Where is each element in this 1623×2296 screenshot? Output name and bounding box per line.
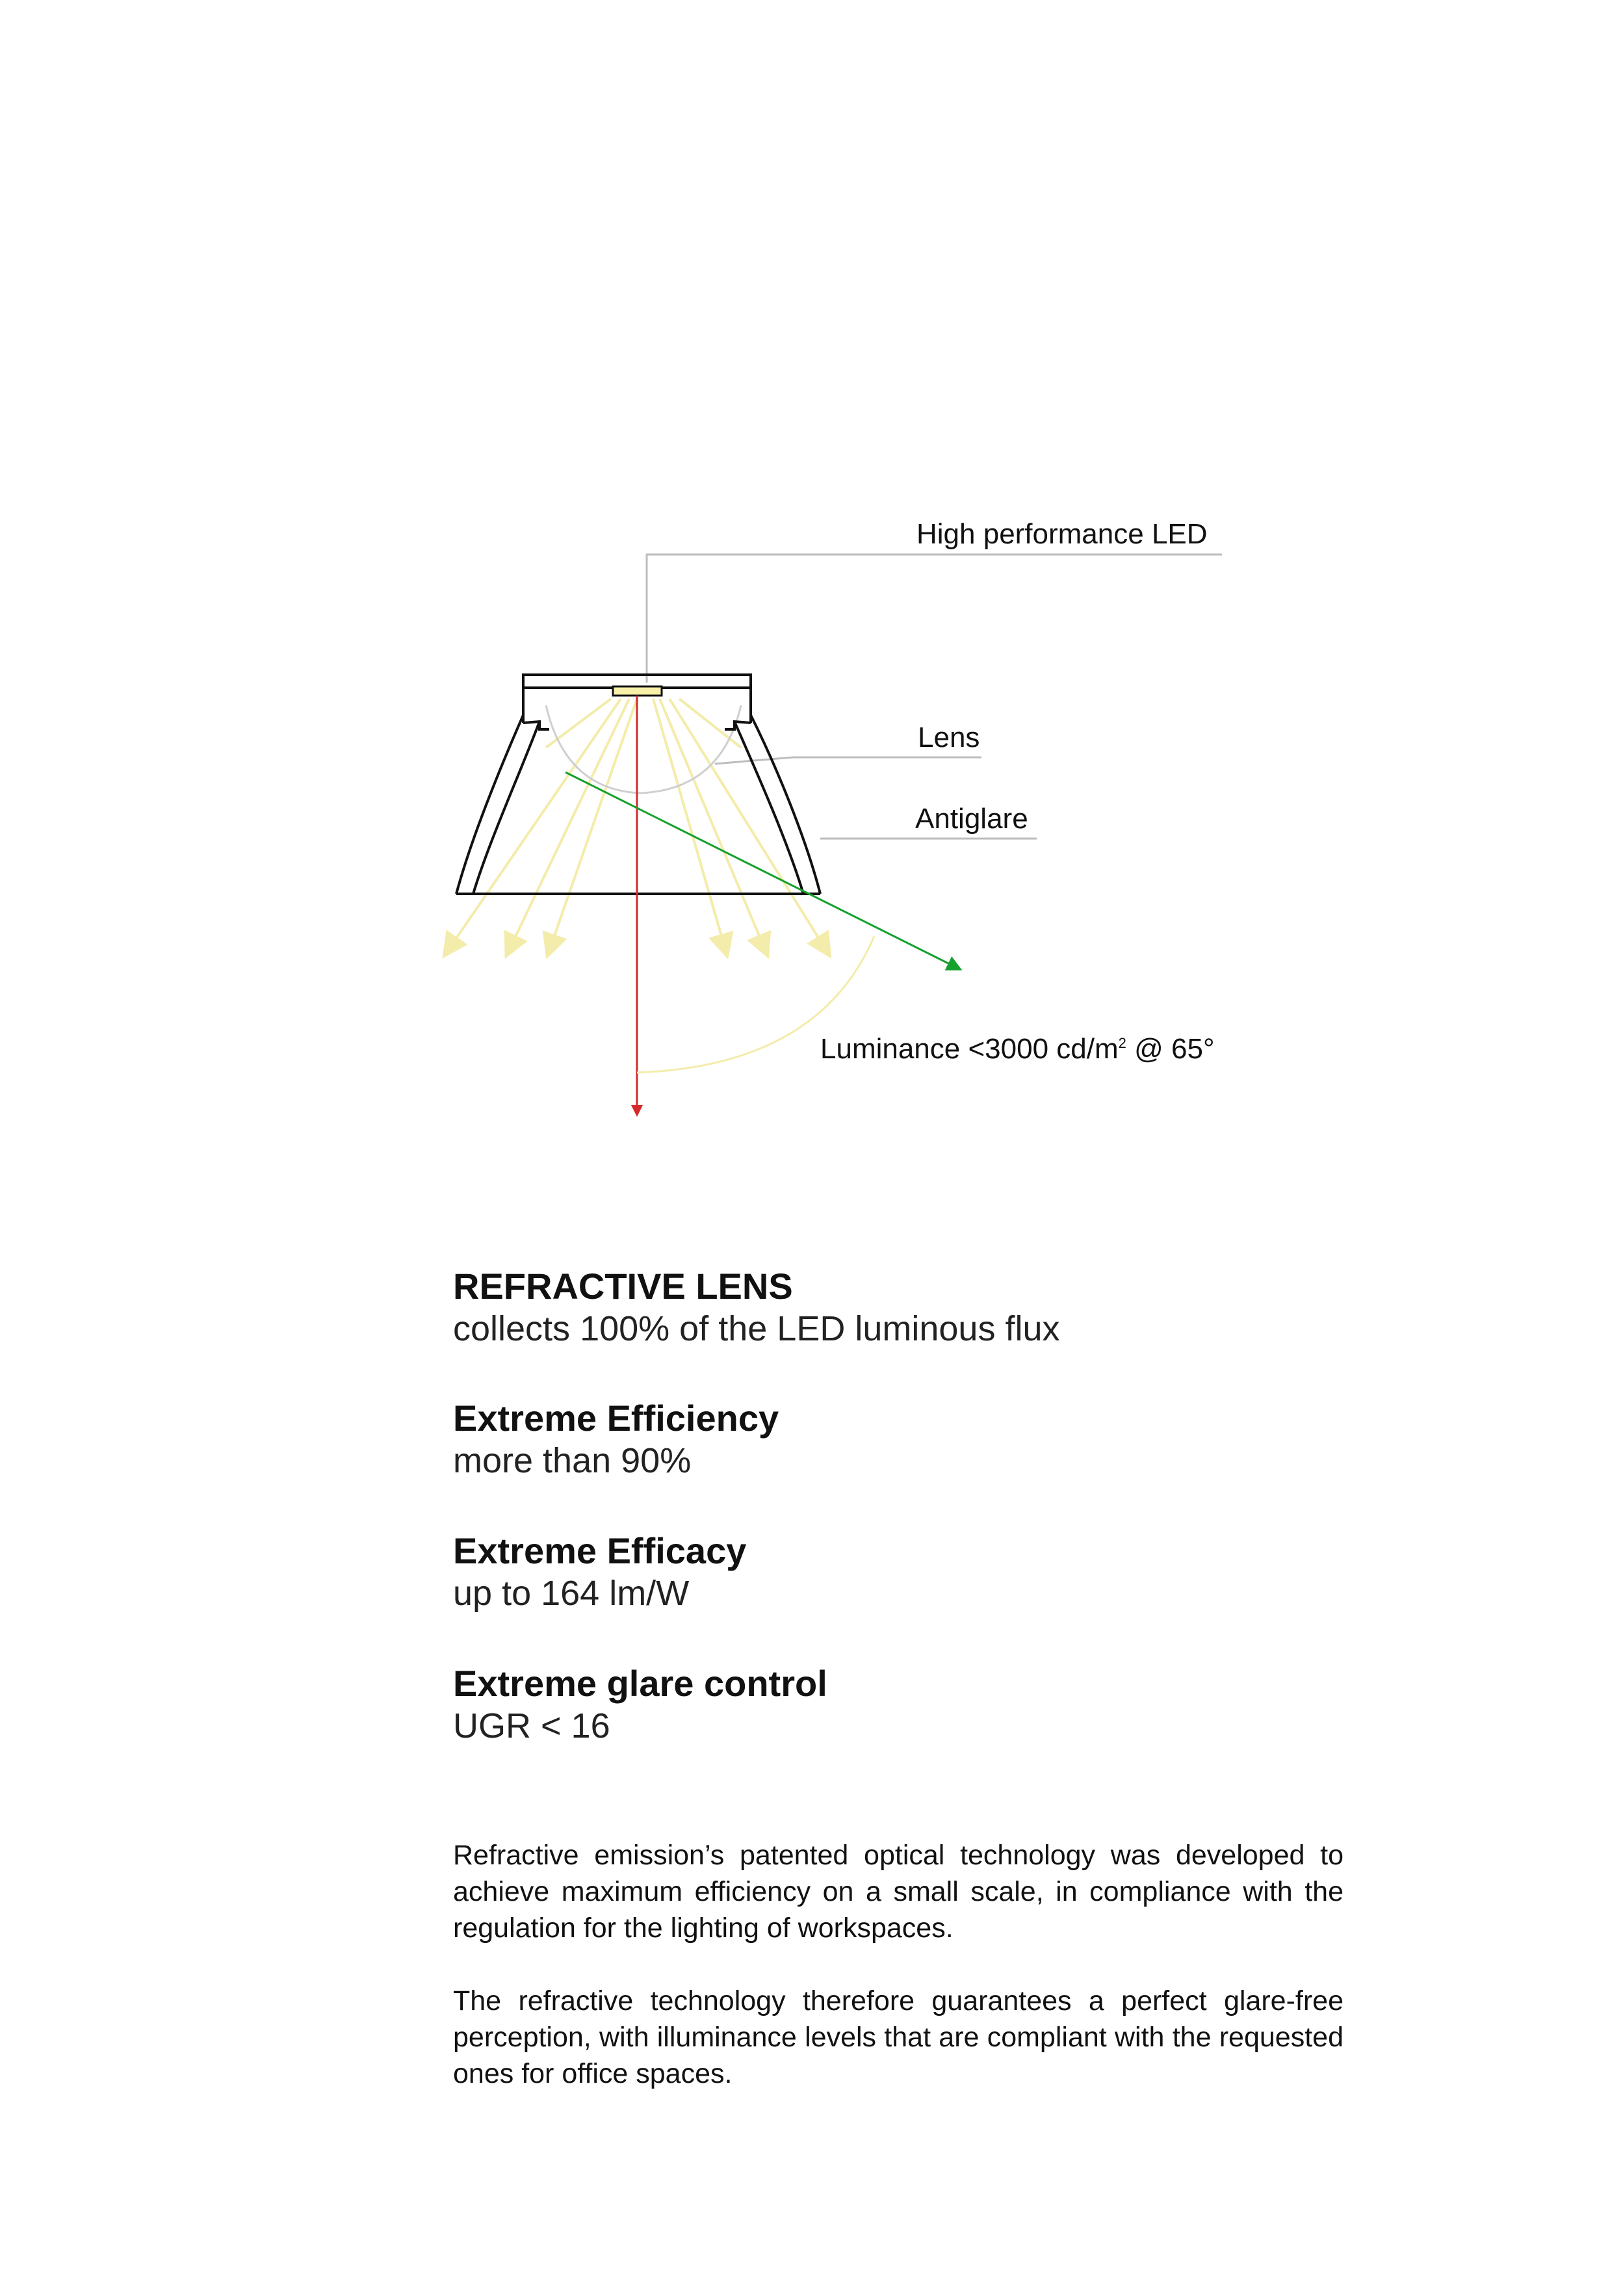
spec-title: Extreme Efficiency [453, 1398, 779, 1439]
spec-glare-control [453, 1662, 1363, 1747]
light-ray [546, 699, 611, 748]
lens-label: Lens [918, 722, 980, 753]
leader-lines [647, 554, 1222, 839]
body-paragraph: Refractive emission’s patented optical technology was developed to achieve maximum efficiency on a small scale, in compliance with the regulation for the lighting of workspaces. [453, 1840, 1344, 1944]
spec-title: Extreme glare control [453, 1663, 827, 1704]
spec-value: more than 90% [453, 1441, 692, 1481]
led-leader-line [647, 554, 1222, 683]
body-paragraph: The refractive technology therefore guarantees a perfect glare-free perception, with illuminance levels that are compliant with the requested ones for office spaces. [453, 1985, 1344, 2089]
antiglare-label: Antiglare [915, 803, 1028, 835]
spec-value: collects 100% of the LED luminous flux [453, 1309, 1060, 1349]
spec-title: Extreme Efficacy [453, 1530, 747, 1571]
glare-ray [565, 772, 959, 969]
luminance-text: Luminance <3000 cd/m [820, 1033, 1119, 1065]
spec-value: up to 164 lm/W [453, 1574, 690, 1613]
spec-title: REFRACTIVE LENS [453, 1266, 793, 1307]
led-chip [613, 686, 662, 696]
light-ray [653, 699, 727, 954]
luminance-label [820, 1035, 1215, 1063]
luminance-superscript: 2 [1118, 1035, 1126, 1051]
spec-efficacy [453, 1529, 1363, 1615]
led-label: High performance LED [916, 518, 1208, 550]
light-ray [669, 699, 829, 954]
luminance-angle: @ 65° [1126, 1033, 1215, 1065]
spec-value: UGR < 16 [453, 1706, 610, 1746]
light-ray [679, 699, 741, 748]
spec-refractive-lens [453, 1264, 1363, 1350]
lens-leader-line [715, 757, 981, 764]
light-ray [507, 699, 629, 954]
spec-efficiency [453, 1396, 1363, 1482]
lens-outline [546, 705, 741, 793]
